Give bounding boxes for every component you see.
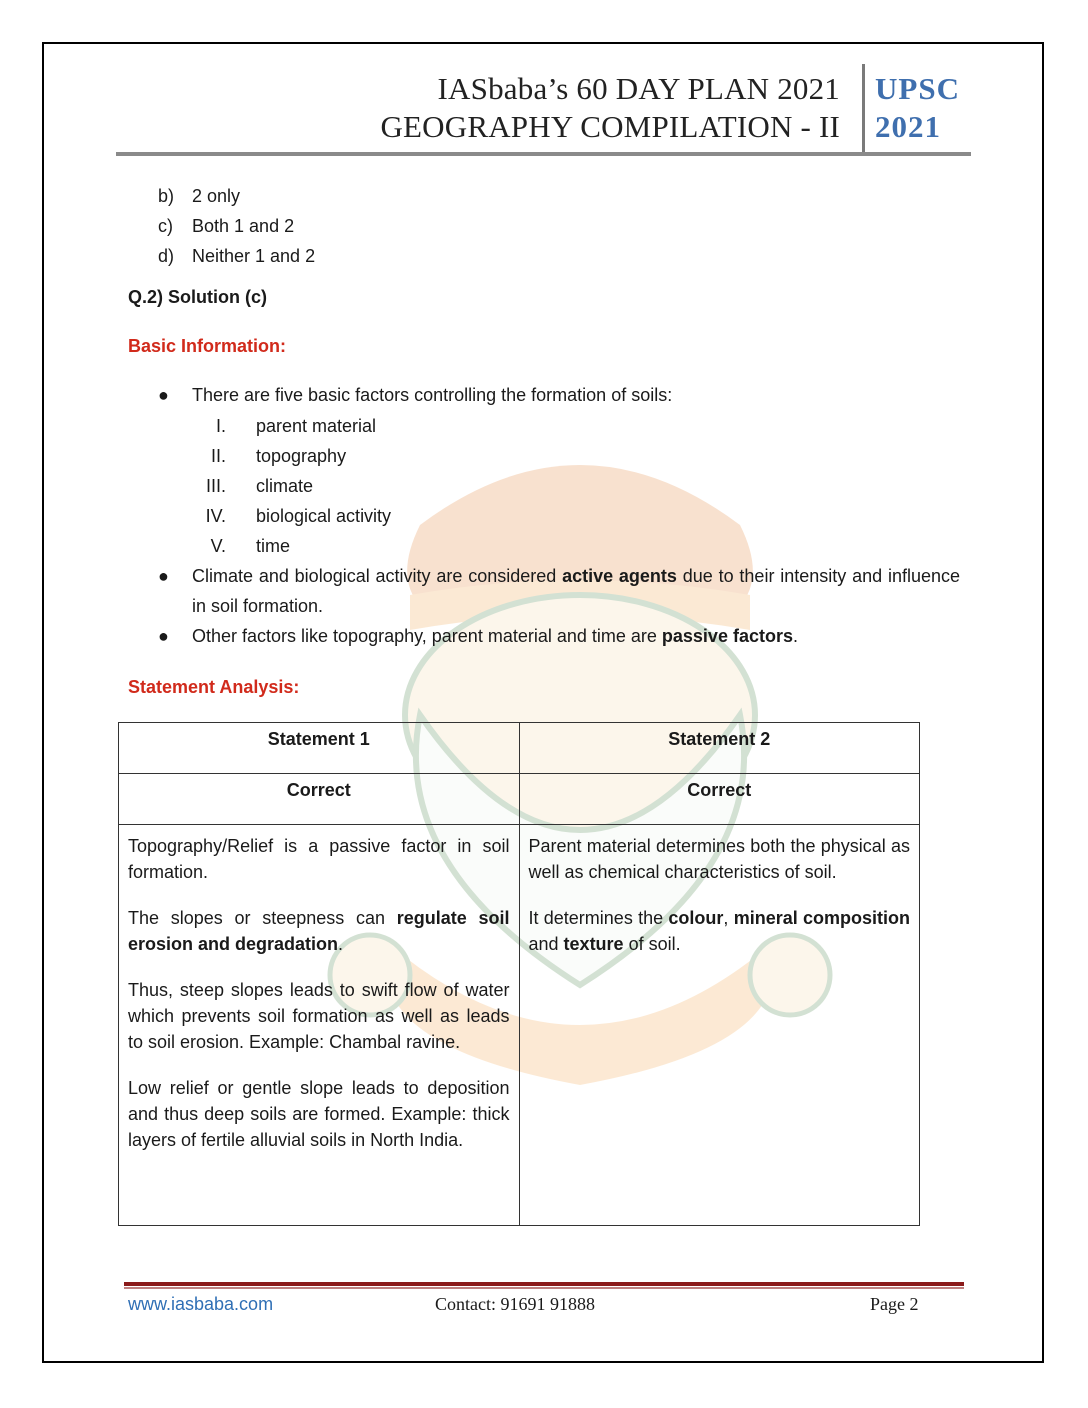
bullet-icon: ● bbox=[158, 385, 169, 405]
option-b bbox=[158, 184, 240, 208]
factor-item bbox=[190, 534, 290, 558]
statement-2-explanation bbox=[519, 825, 920, 1226]
basic-info-heading: Basic Information: bbox=[128, 336, 287, 356]
paragraph: Topography/Relief is a passive factor in soil formation. bbox=[128, 836, 510, 882]
option-c bbox=[158, 214, 294, 238]
factor-item bbox=[190, 474, 313, 498]
paragraph: Low relief or gentle slope leads to deposition and thus deep soils are formed. Example: thick layers of fertile alluvial soils in North India. bbox=[128, 1078, 510, 1150]
bullet-icon: ● bbox=[158, 566, 169, 586]
factor-text: time bbox=[256, 536, 291, 556]
table-body-row bbox=[119, 825, 920, 1226]
paragraph: Parent material determines both the physical as well as chemical characteristics of soil. bbox=[528, 836, 910, 882]
text-segment: and bbox=[528, 934, 564, 954]
text-segment: of soil. bbox=[623, 934, 681, 954]
factor-number: V. bbox=[210, 536, 226, 556]
table-header-row bbox=[119, 723, 920, 774]
option-label: c) bbox=[158, 216, 173, 236]
factor-number: I. bbox=[215, 416, 226, 436]
factor-number: III. bbox=[205, 476, 226, 496]
statement-1-explanation bbox=[119, 825, 520, 1226]
text-segment: . bbox=[792, 626, 798, 646]
factor-text: biological activity bbox=[256, 506, 392, 526]
option-d bbox=[158, 244, 315, 268]
factor-text: parent material bbox=[256, 416, 377, 436]
factor-text: topography bbox=[256, 446, 347, 466]
factor-item bbox=[190, 504, 391, 528]
upsc-badge bbox=[875, 70, 960, 146]
paragraph bbox=[128, 905, 510, 957]
text-segment: It determines the bbox=[528, 908, 669, 928]
statement-1-header: Statement 1 bbox=[119, 723, 520, 774]
factor-text: climate bbox=[256, 476, 314, 496]
bold-term: colour bbox=[668, 908, 724, 928]
footer-page-number: Page 2 bbox=[870, 1294, 919, 1314]
paragraph: Thus, steep slopes leads to swift flow of water which prevents soil formation as well as leads to soil erosion. Example: Chambal ravine. bbox=[128, 980, 510, 1052]
header-rule bbox=[116, 152, 971, 156]
statement-1-verdict: Correct bbox=[119, 774, 520, 825]
factor-item bbox=[190, 444, 346, 468]
statement-2-header: Statement 2 bbox=[519, 723, 920, 774]
bullet-icon: ● bbox=[158, 626, 169, 646]
bold-term: active agents bbox=[562, 566, 677, 586]
bold-term: passive factors bbox=[661, 626, 793, 646]
bold-term: texture bbox=[563, 934, 624, 954]
footer-rule-secondary bbox=[124, 1287, 964, 1289]
header-separator bbox=[862, 64, 865, 154]
header-title-line1: IASbaba’s 60 DAY PLAN 2021 bbox=[437, 71, 840, 106]
bullet-text: There are five basic factors controlling the formation of soils: bbox=[192, 385, 673, 405]
option-text: 2 only bbox=[192, 186, 241, 206]
upsc-badge-line2: 2021 bbox=[875, 109, 941, 144]
option-label: d) bbox=[158, 246, 175, 266]
header-title bbox=[380, 70, 840, 146]
footer-contact: Contact: 91691 91888 bbox=[435, 1294, 595, 1314]
factor-number: II. bbox=[210, 446, 226, 466]
upsc-badge-line1: UPSC bbox=[875, 71, 960, 106]
text-segment: Climate and biological activity are considered bbox=[192, 566, 563, 586]
text-segment: due to their intensity and influence in soil formation. bbox=[192, 566, 960, 616]
footer-website-link[interactable]: www.iasbaba.com bbox=[128, 1294, 274, 1314]
bold-term: mineral composition bbox=[733, 908, 910, 928]
statement-2-verdict: Correct bbox=[519, 774, 920, 825]
table-verdict-row bbox=[119, 774, 920, 825]
option-text: Neither 1 and 2 bbox=[192, 246, 316, 266]
bold-term: regulate soil erosion and degradation bbox=[128, 908, 510, 954]
option-label: b) bbox=[158, 186, 175, 206]
factor-item bbox=[190, 414, 376, 438]
text-segment: The slopes or steepness can bbox=[128, 908, 397, 928]
statement-analysis-heading: Statement Analysis: bbox=[128, 677, 300, 697]
bullet-text bbox=[192, 561, 960, 621]
text-segment: , bbox=[723, 908, 734, 928]
text-segment: Other factors like topography, parent material and time are bbox=[192, 626, 662, 646]
text-segment: . bbox=[338, 934, 344, 954]
header-title-line2: GEOGRAPHY COMPILATION - II bbox=[380, 109, 840, 144]
paragraph bbox=[529, 905, 911, 957]
factor-number: IV. bbox=[205, 506, 226, 526]
statement-analysis-table bbox=[118, 722, 920, 1226]
bullet-text bbox=[192, 621, 960, 651]
solution-heading: Q.2) Solution (c) bbox=[128, 287, 267, 307]
option-text: Both 1 and 2 bbox=[192, 216, 295, 236]
footer-rule bbox=[124, 1282, 964, 1286]
